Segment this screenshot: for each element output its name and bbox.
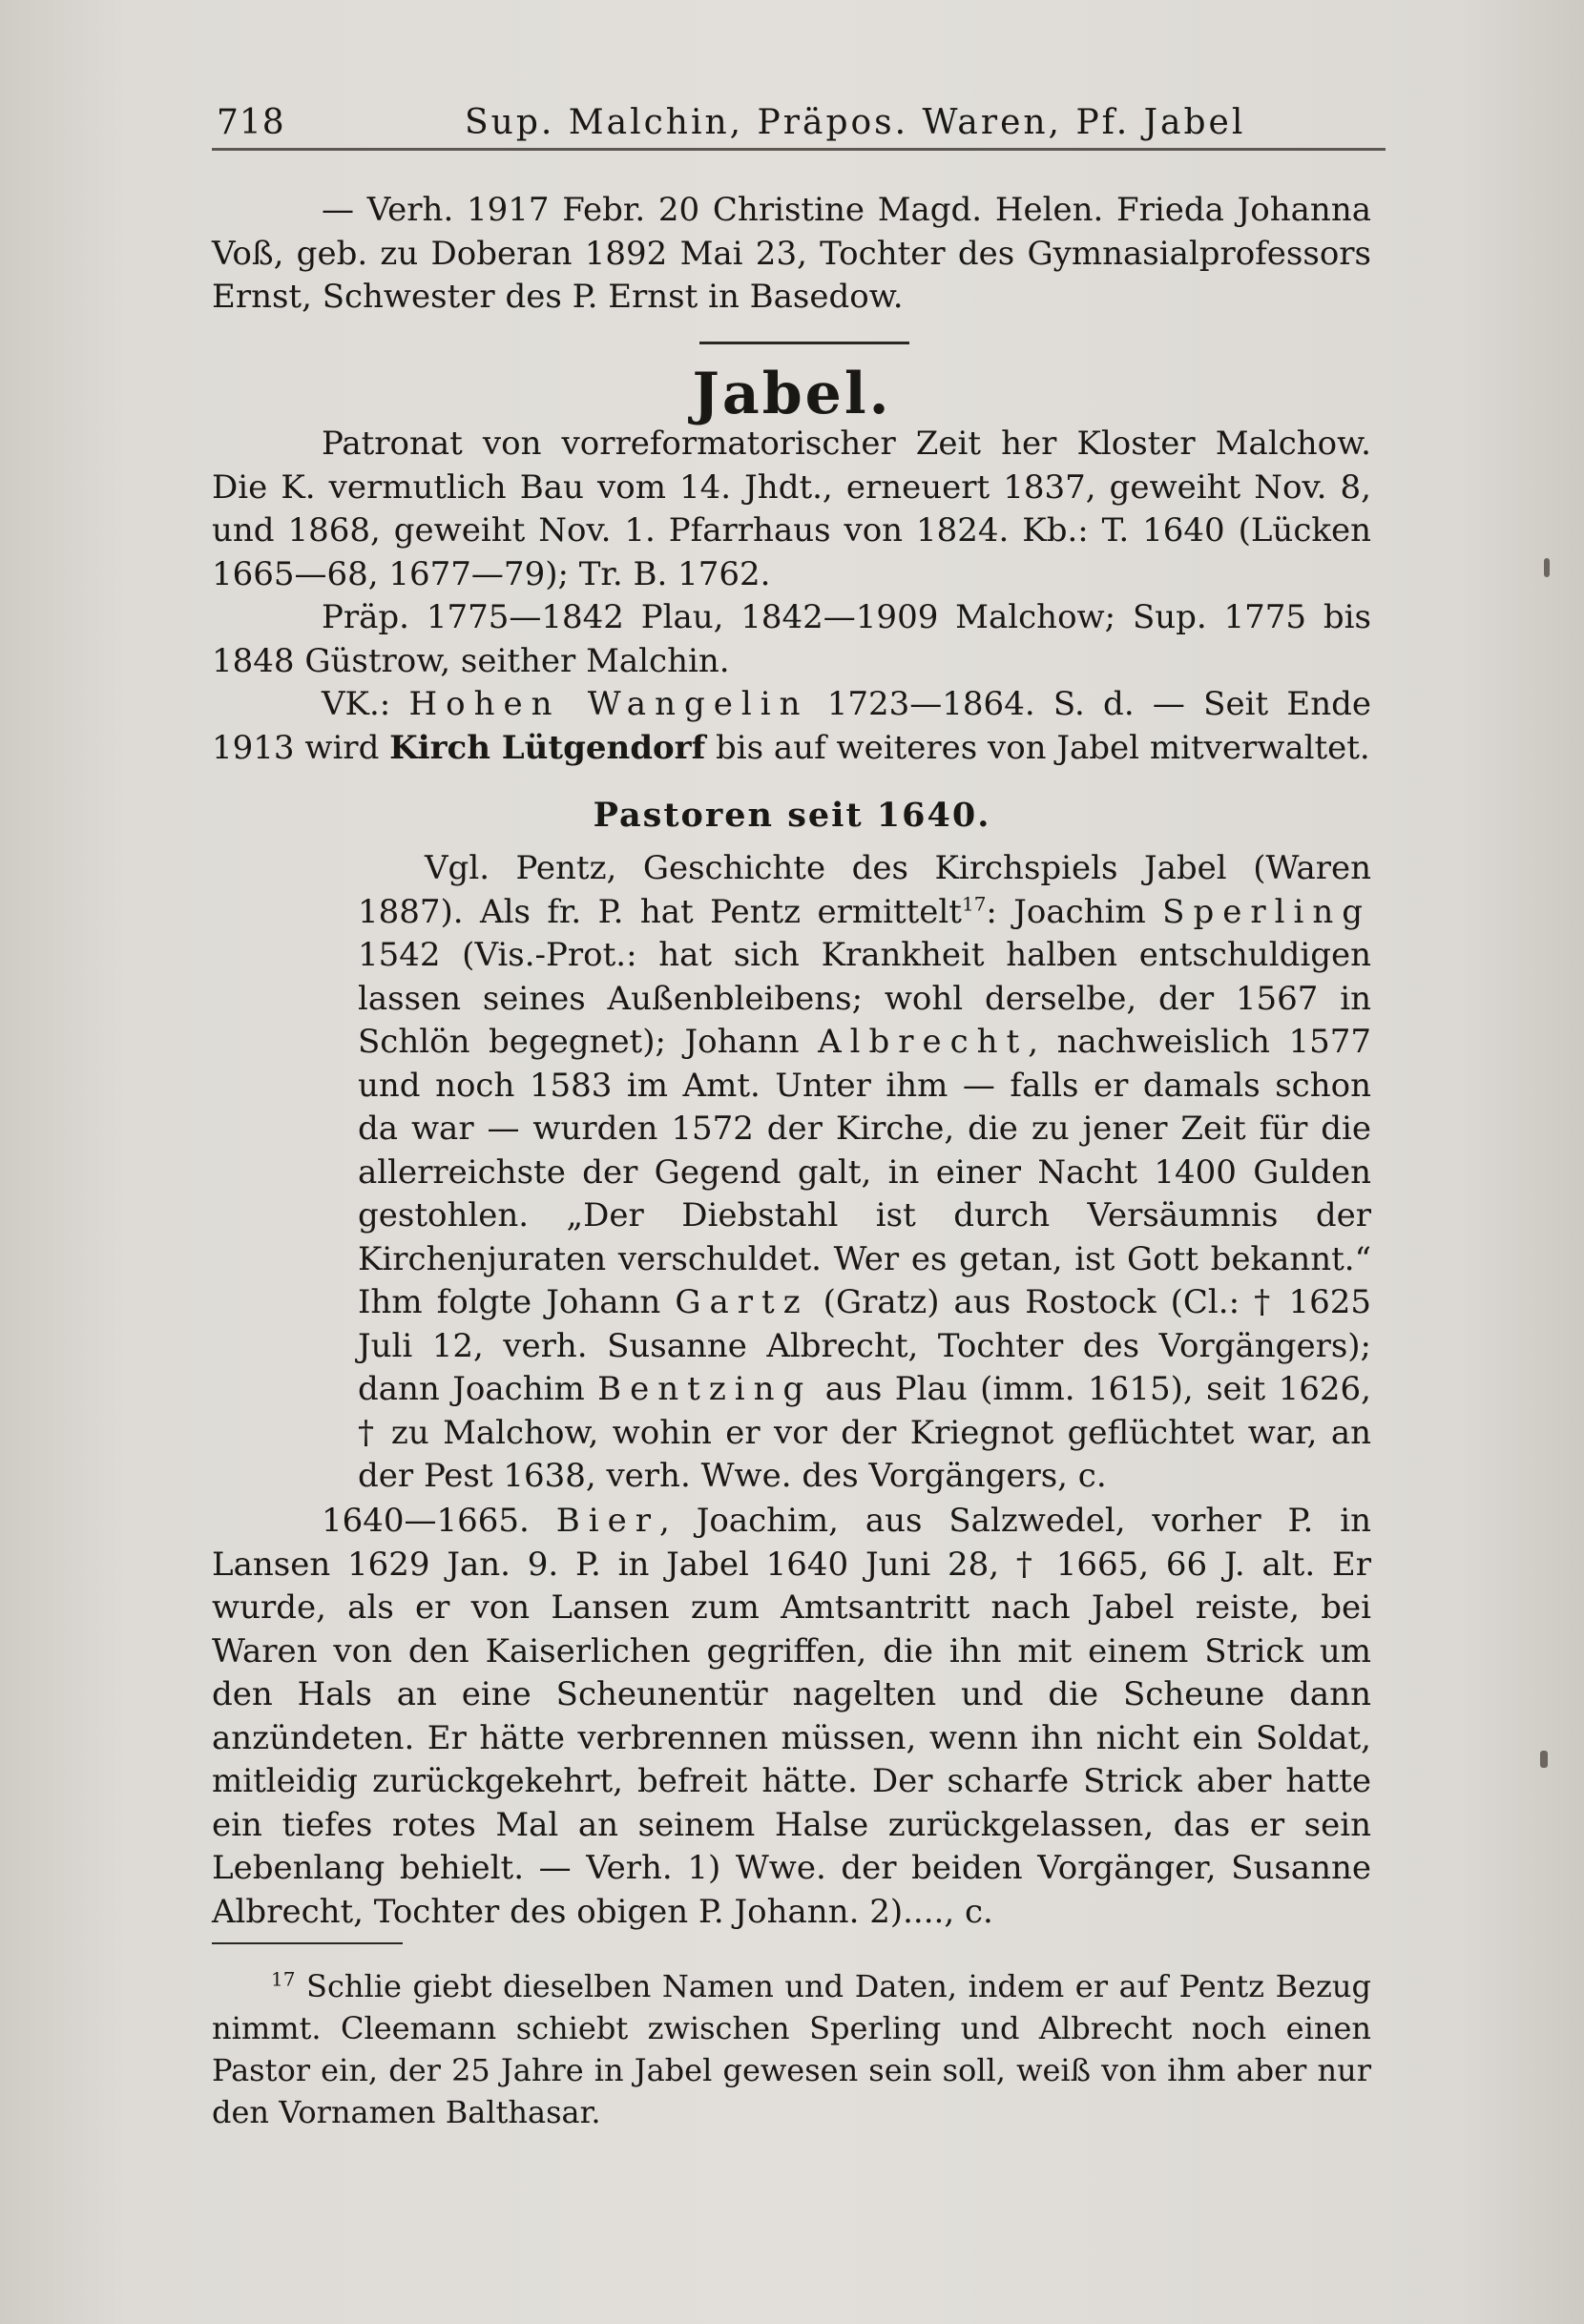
- spaced-name-bier: Bier: [555, 1502, 660, 1540]
- running-title: Sup. Malchin, Präpos. Waren, Pf. Jabel: [465, 103, 1246, 142]
- intro-text: : Joachim: [986, 892, 1163, 931]
- header-rule: [212, 148, 1386, 151]
- spaced-name-albrecht: Albrecht: [818, 1023, 1029, 1061]
- footnote-paragraph: [212, 1965, 1371, 2133]
- vk-paragraph: [212, 683, 1371, 770]
- pastor-entry-paragraph: [212, 1500, 1371, 1934]
- running-head: [212, 103, 1386, 151]
- footnote-ref: 17: [961, 892, 987, 916]
- entry-dates: 1640—1665.: [322, 1502, 556, 1540]
- page-number: 718: [217, 103, 285, 142]
- intro-text: , nachweislich 1577 und noch 1583 im Amt. Unter ihm — falls er damals schon da war — wurden 1572 der Kirche, die zu jener Zeit für die allerreichste der Gegend galt, in einer Nacht 1400 Gulden gestohlen. „Der Diebstahl ist durch Versäumnis der Kirchenjuraten verschuldet. Wer es getan, ist Gott bekannt.“ Ihm folgte Johann: [358, 1023, 1371, 1321]
- footnote-number: 17: [271, 1967, 296, 1991]
- praepositur-paragraph: Präp. 1775—1842 Plau, 1842—1909 Malchow; Sup. 1775 bis 1848 Güstrow, seither Malchin.: [212, 598, 1371, 680]
- vk-text: bis auf weiteres von Jabel mitverwaltet.: [705, 728, 1370, 767]
- spaced-name-hohen-wangelin: Hohen Wangelin: [408, 685, 809, 723]
- intro-text: 1542 (Vis.-Prot.: hat sich Krankheit halben entschuldigen lassen seines Außenbleibens; wohl derselbe, der 1567 in Schlön begegnet); Johann: [358, 936, 1371, 1061]
- previous-entry: [212, 189, 1371, 320]
- pastor-entry-bier: [212, 1500, 1371, 1934]
- spaced-name-sperling: Sperling: [1162, 892, 1371, 931]
- section-title: Jabel.: [692, 361, 892, 427]
- footnote-text: Schlie giebt dieselben Namen und Daten, indem er auf Pentz Bezug nimmt. Cleemann schiebt zwischen Sperling und Albrecht noch einen Pastor ein, der 25 Jahre in Jabel gewesen sein soll, weiß von ihm aber nur den Vornamen Balthasar.: [212, 1968, 1372, 2130]
- section-divider: [699, 342, 909, 344]
- spaced-name-gartz: Gartz: [675, 1283, 809, 1321]
- intro-text: aus Plau (imm. 1615), seit 1626, † zu Malchow, wohin er vor der Kriegnot geflüchtet war, an der Pest 1638, verh. Wwe. des Vorgängers, c.: [358, 1370, 1371, 1495]
- previous-entry-text: — Verh. 1917 Febr. 20 Christine Magd. Helen. Frieda Johanna Voß, geb. zu Doberan 1892 Mai 23, Tochter des Gymnasialprofessors Ernst, Schwester des P. Ernst in Basedow.: [212, 191, 1371, 316]
- intro-text: Vgl. Pentz, Geschichte des Kirchspiels Jabel (Waren 1887). Als fr. P. hat Pentz ermittelt: [358, 849, 1371, 931]
- spaced-name-bentzing: Bentzing: [597, 1370, 813, 1408]
- vk-text: VK.:: [322, 685, 409, 723]
- patronat-paragraph: Patronat von vorreformatorischer Zeit her Kloster Malchow. Die K. vermutlich Bau vom 14. Jhdt., erneuert 1837, geweiht Nov. 8, und 1868, geweiht Nov. 1. Pfarrhaus von 1824. Kb.: T. 1640 (Lücken 1665—68, 1677—79); Tr. B. 1762.: [212, 425, 1371, 593]
- page-edge-mark: [1540, 1751, 1548, 1768]
- bold-name-kirch-luetgendorf: Kirch Lütgendorf: [389, 728, 706, 767]
- vk-text: 1723—1864. S. d. — Seit Ende 1913 wird: [212, 685, 1371, 767]
- pastors-intro: [358, 847, 1371, 1499]
- section-intro: [212, 423, 1371, 770]
- footnote: [212, 1965, 1371, 2133]
- page-edge-mark: [1544, 558, 1550, 577]
- pastors-heading: Pastoren seit 1640.: [593, 796, 991, 835]
- entry-text: , Joachim, aus Salzwedel, vorher P. in Lansen 1629 Jan. 9. P. in Jabel 1640 Juni 28, † 1665, 66 J. alt. Er wurde, als er von Lansen zum Amtsantritt nach Jabel reiste, bei Waren von den Kaiserlichen gegriffen, die ihn mit einem Strick um den Hals an eine Scheunentür nagelten und die Scheune dann anzündeten. Er hätte verbrennen müssen, wenn ihn nicht ein Soldat, mitleidig zurückgekehrt, befreit hätte. Der scharfe Strick aber hatte ein tiefes rotes Mal an seinem Halse zurückgelassen, das er sein Lebenlang behielt. — Verh. 1) Wwe. der beiden Vorgänger, Susanne Albrecht, Tochter des obigen P. Johann. 2)...., c.: [212, 1502, 1372, 1931]
- intro-text: (Gratz) aus Rostock (Cl.: † 1625 Juli 12, verh. Susanne Albrecht, Tochter des Vorgängers); dann Joachim: [358, 1283, 1371, 1408]
- pastors-intro-paragraph: [358, 847, 1371, 1499]
- footnote-rule: [212, 1942, 403, 1944]
